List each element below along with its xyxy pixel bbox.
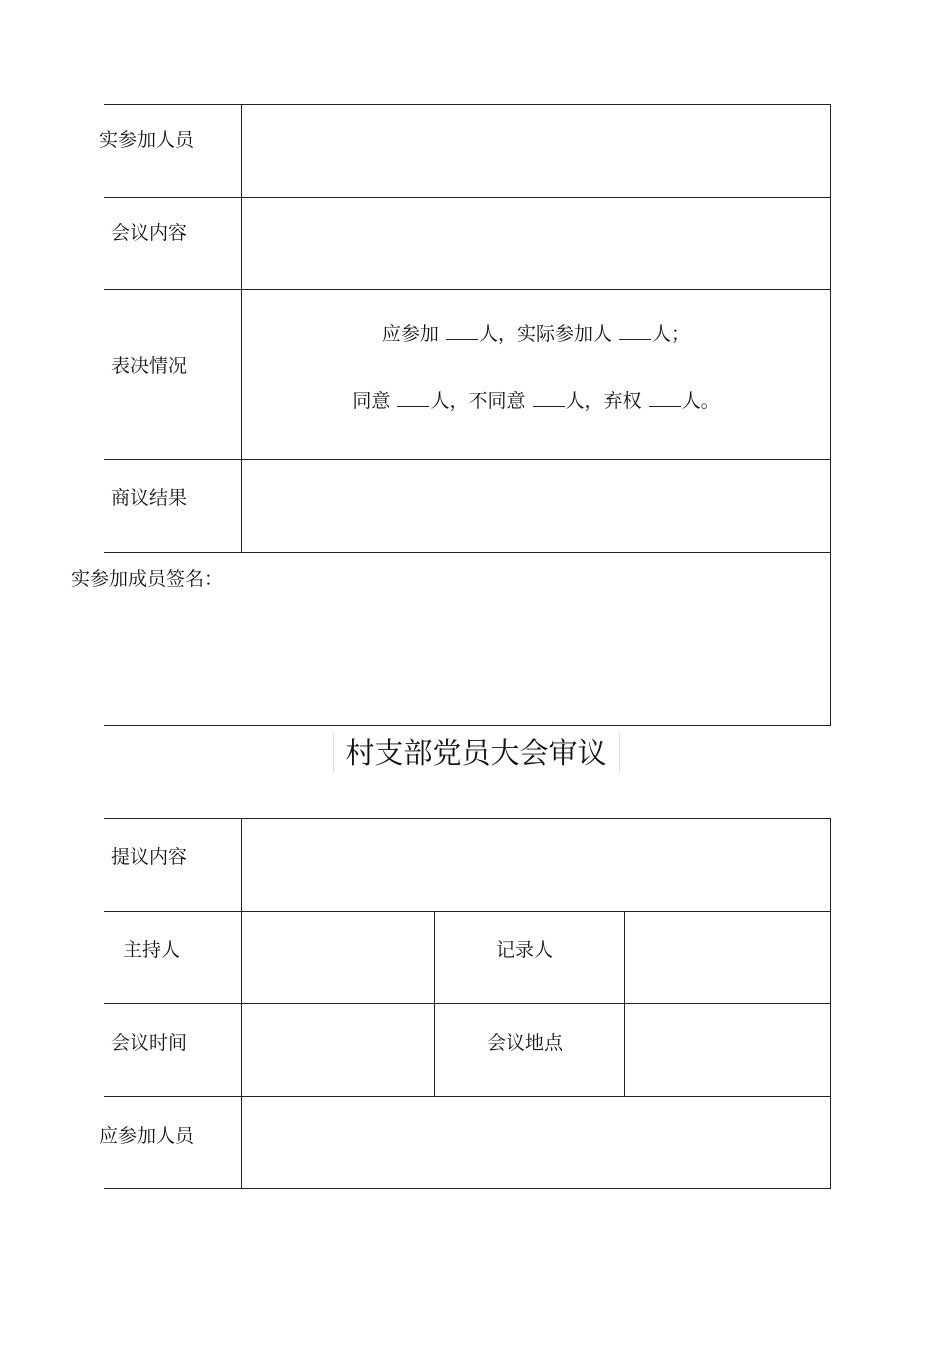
result-label: 商议结果 — [111, 487, 188, 509]
vote-line2-end-text: 人。 — [681, 390, 720, 412]
vote-abstain-text: 人，弃权 — [565, 390, 642, 412]
table-border — [104, 289, 831, 290]
recorder-field[interactable] — [625, 912, 830, 1003]
agree-count-blank[interactable] — [397, 388, 429, 407]
table-border — [104, 1188, 831, 1189]
time-label: 会议时间 — [111, 1032, 188, 1054]
table-border — [830, 104, 831, 726]
vote-agree-text: 同意 — [352, 390, 391, 412]
vote-should-attend-text: 应参加 — [381, 323, 439, 345]
time-field[interactable] — [242, 1004, 434, 1096]
recorder-label: 记录人 — [496, 939, 554, 961]
host-label: 主持人 — [123, 939, 181, 961]
section-title: 村支部党员大会审议 — [345, 736, 607, 770]
table-border — [830, 818, 831, 1189]
expected-attendees-label: 应参加人员 — [99, 1125, 195, 1147]
abstain-count-blank[interactable] — [649, 388, 681, 407]
meeting-content-label: 会议内容 — [111, 222, 188, 244]
table-border — [104, 725, 831, 726]
disagree-count-blank[interactable] — [533, 388, 565, 407]
actual-attendees-label: 实参加人员 — [99, 129, 195, 151]
vote-line-result — [242, 388, 830, 412]
signature-label: 实参加成员签名： — [71, 568, 224, 590]
title-edge-mark — [619, 733, 620, 773]
place-label: 会议地点 — [487, 1032, 564, 1054]
vote-actual-attend-text: 人，实际参加人 — [478, 323, 612, 345]
actual-attendees-field[interactable] — [242, 105, 830, 197]
proposal-label: 提议内容 — [111, 846, 188, 868]
table-border — [434, 911, 435, 1097]
actual-attend-count-blank[interactable] — [619, 321, 651, 340]
vote-disagree-text: 人，不同意 — [430, 390, 526, 412]
signature-field[interactable] — [104, 600, 830, 724]
vote-label: 表决情况 — [111, 355, 188, 377]
place-field[interactable] — [625, 1004, 830, 1096]
host-field[interactable] — [242, 912, 434, 1003]
vote-line1-end-text: 人； — [652, 323, 691, 345]
table-border — [104, 552, 831, 553]
meeting-content-field[interactable] — [242, 198, 830, 289]
should-attend-count-blank[interactable] — [446, 321, 478, 340]
proposal-field[interactable] — [242, 819, 830, 911]
vote-line-attendance — [242, 321, 830, 345]
result-field[interactable] — [242, 460, 830, 552]
expected-attendees-field[interactable] — [242, 1097, 830, 1188]
